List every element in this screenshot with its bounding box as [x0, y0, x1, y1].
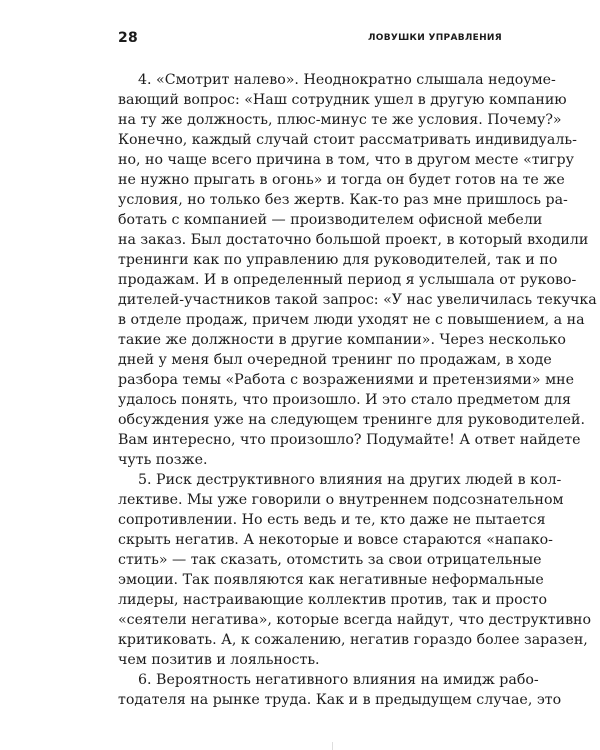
text-line: ботать с компанией — производителем офисной мебели: [118, 212, 543, 228]
text-line: Вам интересно, что произошло? Подумайте! А ответ найдете: [118, 432, 581, 448]
text-line: такие же должности в другие компании». Через несколько: [118, 332, 566, 348]
text-line: Конечно, каждый случай стоит рассматривать индивидуаль-: [118, 132, 577, 148]
text-line: критиковать. А, к сожалению, негатив гораздо более заразен,: [118, 632, 588, 648]
page-edge-mark: [332, 742, 339, 750]
text-line: чем позитив и лояльность.: [118, 652, 320, 668]
body-text: [118, 70, 597, 710]
text-line: не нужно прыгать в огонь» и тогда он будет готов на те же: [118, 172, 565, 188]
text-line: «сеятели негатива», которые всегда найдут, что деструктивно: [118, 612, 592, 628]
text-line: стить» — так сказать, отомстить за свои отрицательные: [118, 552, 542, 568]
text-line: 4. «Смотрит налево». Неоднократно слышала недоуме-: [138, 72, 556, 88]
text-line: обсуждения уже на следующем тренинге для руководителей.: [118, 412, 586, 428]
paragraph-4: [118, 70, 597, 470]
text-line: дней у меня был очередной тренинг по продажам, в ходе: [118, 352, 552, 368]
text-line: лидеры, настраивающие коллектив против, так и просто: [118, 592, 548, 608]
text-line: но, но чаще всего причина в том, что в другом месте «тигру: [118, 152, 574, 168]
page-header: [118, 30, 502, 50]
text-line: 6. Вероятность негативного влияния на имидж рабо-: [138, 672, 539, 688]
text-line: разбора темы «Работа с возражениями и претензиями» мне: [118, 372, 574, 388]
text-line: чуть позже.: [118, 452, 208, 468]
text-line: условия, но только без жертв. Как-то раз мне пришлось ра-: [118, 192, 568, 208]
text-line: на заказ. Был достаточно большой проект, в который входили: [118, 232, 589, 248]
text-line: тодателя на рынке труда. Как и в предыдущем случае, это: [118, 692, 562, 708]
text-line: вающий вопрос: «Наш сотрудник ушел в другую компанию: [118, 92, 567, 108]
running-title: ЛОВУШКИ УПРАВЛЕНИЯ: [368, 33, 502, 43]
text-line: эмоции. Так появляются как негативные неформальные: [118, 572, 544, 588]
paragraph-5: [118, 470, 592, 670]
text-line: тренинги как по управлению для руководителей, так и по: [118, 252, 558, 268]
text-line: 5. Риск деструктивного влияния на других людей в кол-: [138, 472, 562, 488]
text-line: сопротивлении. Но есть ведь и те, кто даже не пытается: [118, 512, 546, 528]
text-line: удалось понять, что произошло. И это стало предметом для: [118, 392, 571, 408]
text-line: в отделе продаж, причем люди уходят не с повышением, а на: [118, 312, 585, 328]
paragraph-6: [118, 670, 562, 710]
text-line: на ту же должность, плюс-минус те же условия. Почему?»: [118, 112, 562, 128]
page-number: 28: [118, 30, 138, 46]
text-line: лективе. Мы уже говорили о внутреннем подсознательном: [118, 492, 564, 508]
text-line: скрыть негатив. А некоторые и вовсе стараются «напако-: [118, 532, 553, 548]
text-line: дителей-участников такой запрос: «У нас увеличилась текучка: [118, 292, 597, 308]
text-line: продажам. И в определенный период я услышала от руково-: [118, 272, 577, 288]
